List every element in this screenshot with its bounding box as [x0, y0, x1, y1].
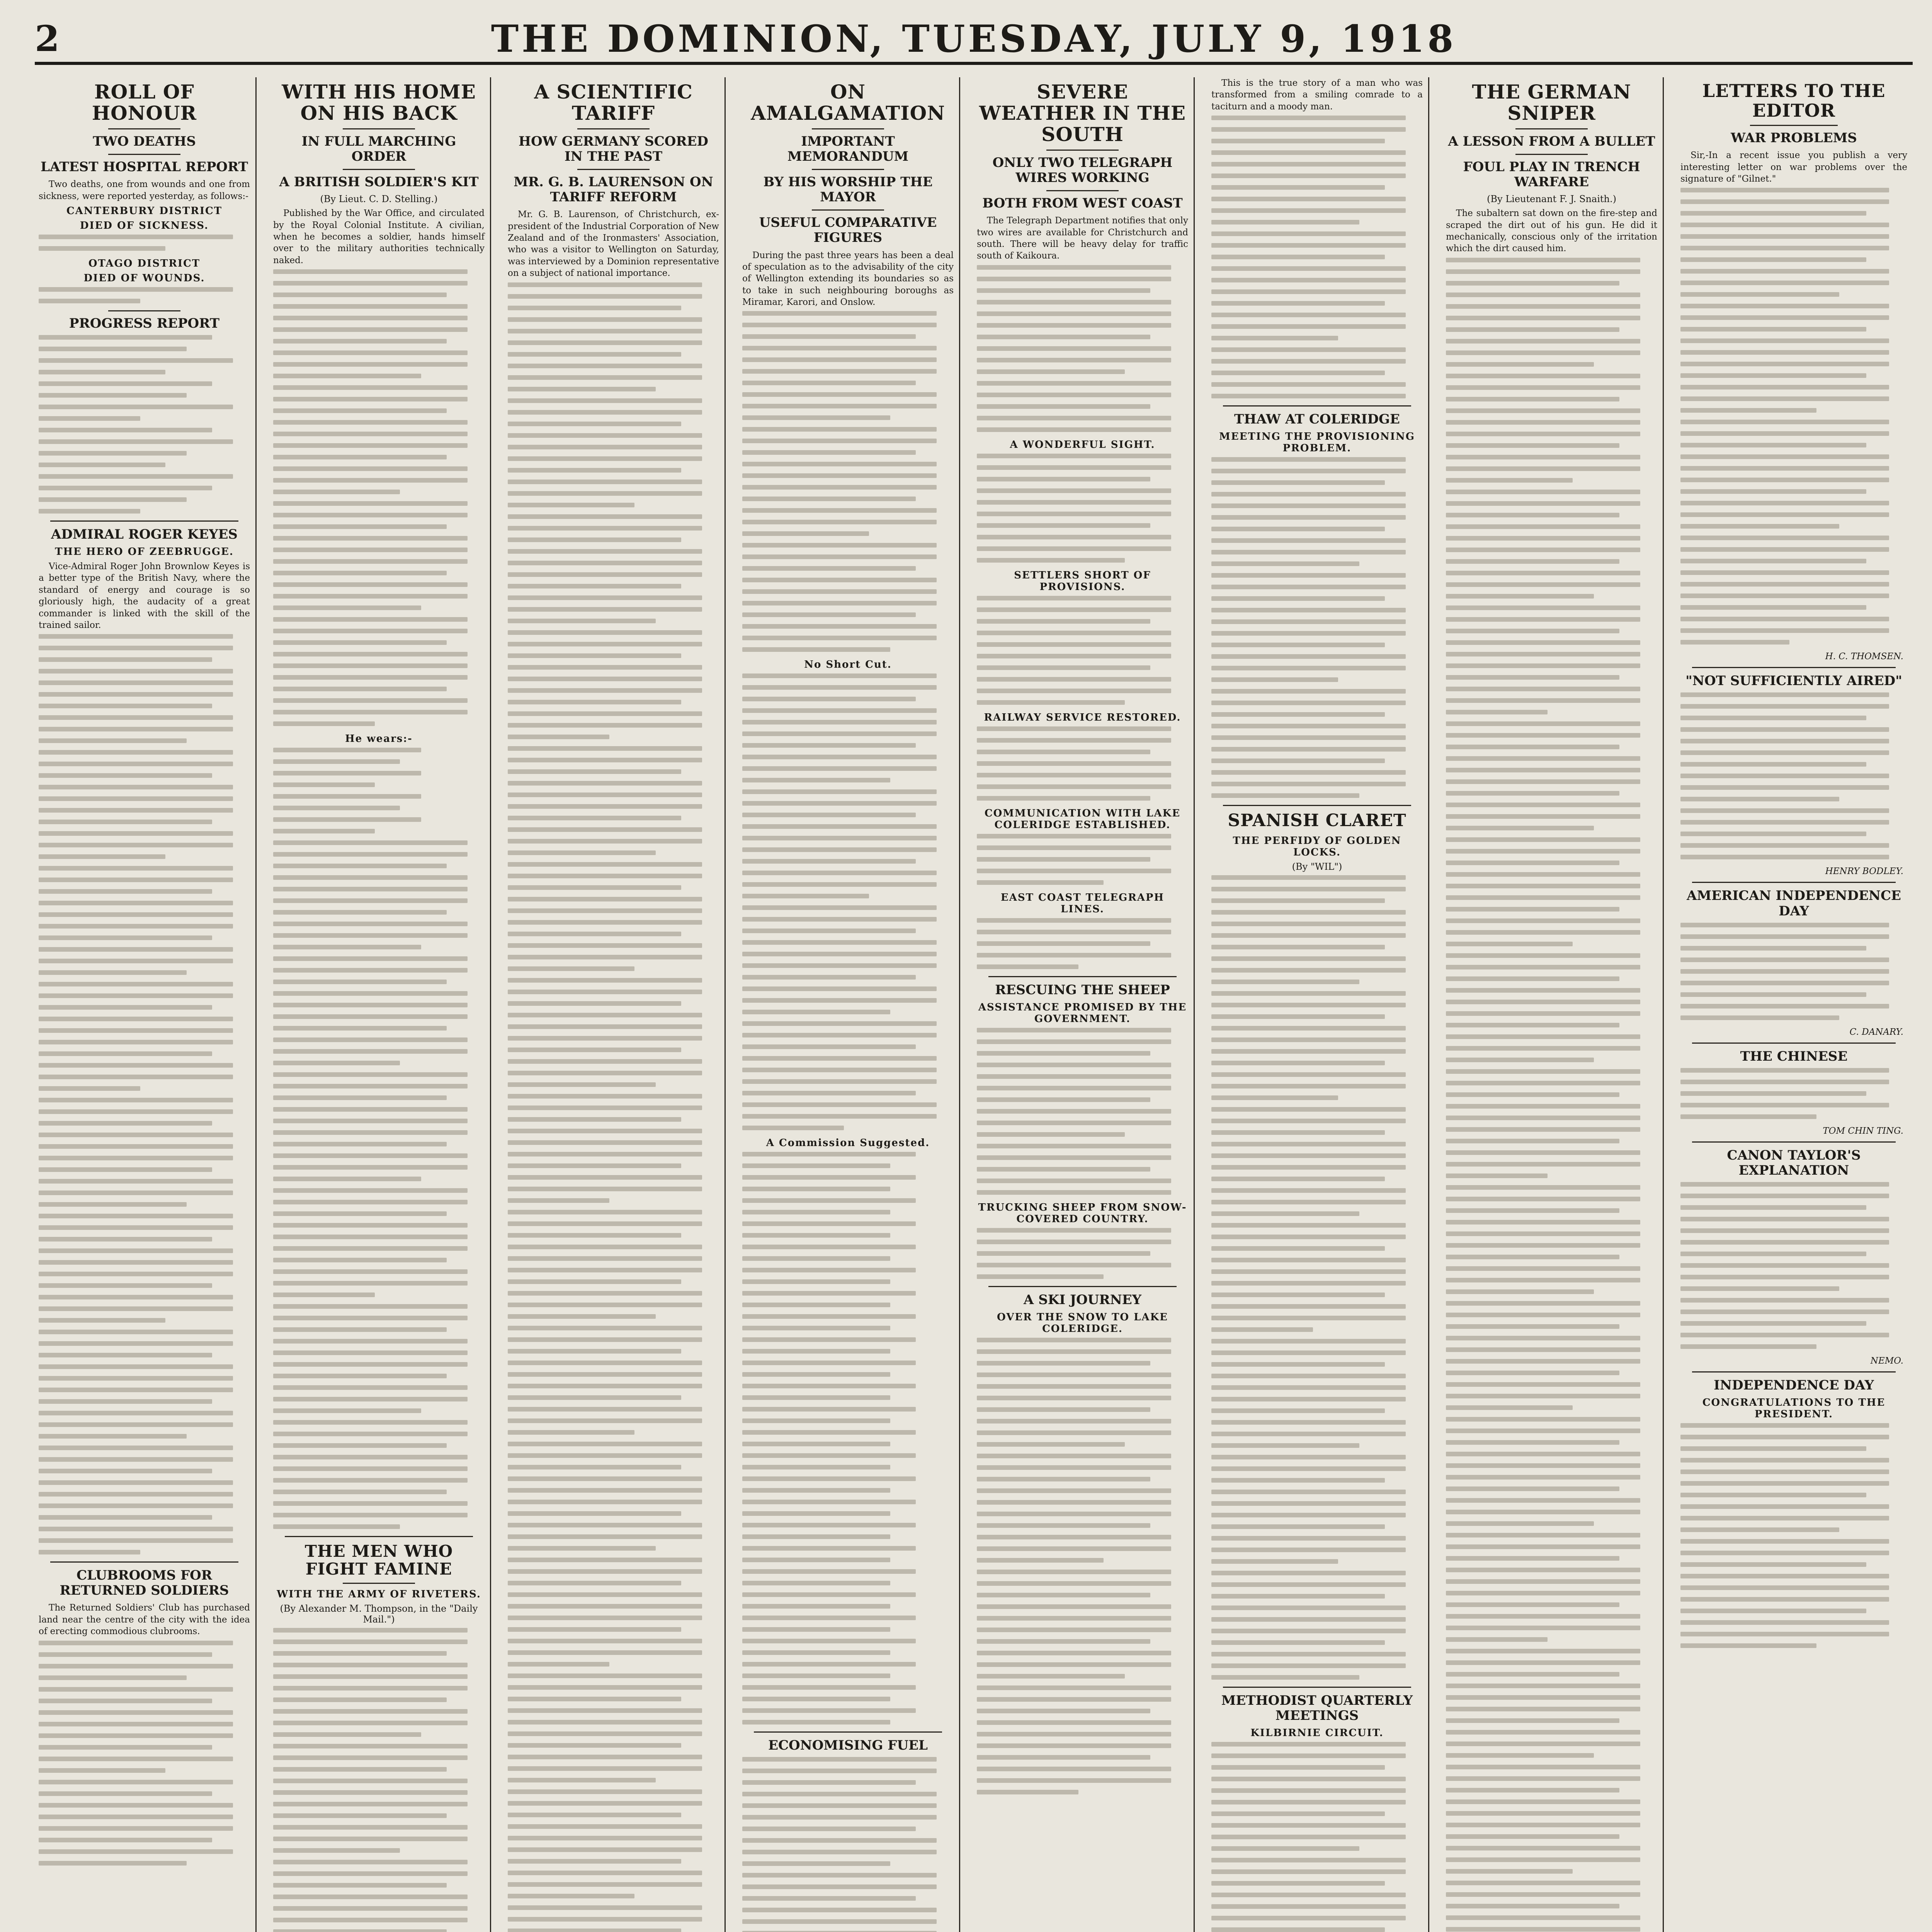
- column-3: [504, 77, 726, 1932]
- column-7: [1442, 77, 1664, 1932]
- divider: [1692, 1141, 1896, 1143]
- rescuing-sheep-subheading: ASSISTANCE PROMISED BY THE GOVERNMENT.: [978, 1001, 1187, 1025]
- lesson-bullet-subheading: A LESSON FROM A BULLET: [1448, 134, 1655, 149]
- kit-list: [273, 748, 485, 833]
- divider: [577, 169, 650, 170]
- two-deaths-subheading: TWO DEATHS: [93, 134, 196, 149]
- rescuing-sheep-heading: RESCUING THE SHEEP: [995, 982, 1170, 998]
- divider: [1223, 405, 1411, 406]
- text-block: [1211, 116, 1423, 398]
- divider: [1692, 1371, 1896, 1372]
- text-block: [39, 335, 250, 514]
- letter-signature: C. DANARY.: [1849, 1027, 1903, 1037]
- byline: (By Alexander M. Thompson, in the "Daily Mail."): [280, 1603, 478, 1625]
- german-sniper-heading: THE GERMAN SNIPER: [1472, 80, 1631, 124]
- text-block: [1211, 875, 1423, 1680]
- divider: [108, 128, 180, 129]
- divider: [1515, 128, 1588, 129]
- congratulations-subheading: CONGRATULATIONS TO THE PRESIDENT.: [1702, 1397, 1886, 1420]
- spanish-claret-heading: SPANISH CLARET: [1228, 811, 1406, 831]
- letter-signature: TOM CHIN TING.: [1823, 1126, 1903, 1136]
- article-text: The Telegraph Department notifies that only two wires are available for Christchurch and south. There will be heavy delay for traffic south of Kaikoura.: [977, 216, 1188, 261]
- divider: [1046, 150, 1119, 151]
- text-block: [39, 1641, 250, 1866]
- letter-signature: HENRY BODLEY.: [1825, 866, 1903, 877]
- divider: [1515, 154, 1588, 155]
- text-block: [39, 235, 250, 251]
- germany-scored-subheading: HOW GERMANY SCORED IN THE PAST: [518, 134, 709, 165]
- wonderful-sight-heading: A WONDERFUL SIGHT.: [1010, 439, 1155, 451]
- kit-list-heading: He wears:-: [345, 733, 413, 745]
- text-block: [977, 1228, 1188, 1279]
- methodist-heading: METHODIST QUARTERLY MEETINGS: [1221, 1692, 1413, 1723]
- statistics-table: [742, 1152, 954, 1725]
- independence-day-heading: INDEPENDENCE DAY: [1714, 1377, 1874, 1393]
- mayor-subheading: BY HIS WORSHIP THE MAYOR: [763, 174, 933, 205]
- district-heading: OTAGO DISTRICT: [88, 257, 201, 269]
- thaw-coleridge-heading: THAW AT COLERIDGE: [1234, 412, 1400, 427]
- divider: [1692, 667, 1896, 668]
- text-block: [1211, 457, 1423, 798]
- keyes-subheading: THE HERO OF ZEEBRUGGE.: [55, 546, 234, 558]
- divider: [988, 1286, 1177, 1287]
- text-block: [977, 834, 1188, 885]
- article-text: Vice-Admiral Roger John Brownlow Keyes is a better type of the British Navy, where the standard of energy and courage is so gloriously high, the audacity of a great commander is linked with the skill of the trained sailor.: [39, 561, 250, 630]
- cause-heading: DIED OF WOUNDS.: [83, 272, 205, 284]
- text-block: [977, 454, 1188, 563]
- columns: [35, 77, 1913, 1932]
- riveters-subheading: WITH THE ARMY OF RIVETERS.: [277, 1588, 481, 1600]
- settlers-heading: SETTLERS SHORT OF PROVISIONS.: [1014, 569, 1151, 593]
- divider: [1750, 125, 1838, 126]
- divider: [343, 1583, 415, 1584]
- text-block: [977, 918, 1188, 969]
- clubrooms-heading: CLUBROOMS FOR RETURNED SOLDIERS: [60, 1568, 229, 1599]
- text-block: [1680, 923, 1907, 1020]
- text-block: [977, 1338, 1188, 1794]
- laurenson-subheading: MR. G. B. LAURENSON ON TARIFF REFORM: [514, 174, 713, 205]
- text-block: [742, 1757, 954, 1932]
- provisioning-subheading: MEETING THE PROVISIONING PROBLEM.: [1219, 431, 1415, 454]
- column-6: [1208, 77, 1429, 1932]
- page-number: 2: [35, 18, 60, 60]
- column-4: [738, 77, 960, 1932]
- divider: [1692, 1043, 1896, 1044]
- text-block: [977, 1028, 1188, 1195]
- divider: [577, 128, 650, 129]
- telegraph-wires-subheading: ONLY TWO TELEGRAPH WIRES WORKING: [992, 155, 1173, 186]
- ski-journey-heading: A SKI JOURNEY: [1024, 1292, 1141, 1308]
- divider: [285, 1536, 473, 1537]
- text-block: [1446, 258, 1657, 1932]
- figures-subheading: USEFUL COMPARATIVE FIGURES: [759, 215, 937, 246]
- canon-taylor-heading: CANON TAYLOR'S EXPLANATION: [1727, 1147, 1861, 1178]
- divider: [812, 209, 884, 211]
- marching-order-subheading: IN FULL MARCHING ORDER: [301, 134, 456, 165]
- golden-locks-subheading: THE PERFIDY OF GOLDEN LOCKS.: [1233, 835, 1401, 858]
- commission-heading: A Commission Suggested.: [766, 1137, 930, 1149]
- west-coast-subheading: BOTH FROM WEST COAST: [982, 196, 1183, 211]
- text-block: [508, 282, 719, 1932]
- no-short-cut-heading: No Short Cut.: [804, 659, 892, 671]
- economising-fuel-heading: ECONOMISING FUEL: [768, 1738, 928, 1753]
- letter-signature: NEMO.: [1870, 1355, 1903, 1366]
- text-block: [977, 265, 1188, 432]
- foul-play-subheading: FOUL PLAY IN TRENCH WARFARE: [1463, 159, 1640, 190]
- text-block: [39, 287, 250, 303]
- text-block: [273, 840, 485, 1529]
- divider: [50, 520, 238, 522]
- divider: [343, 169, 415, 170]
- divider: [108, 154, 180, 155]
- divider: [1223, 1687, 1411, 1688]
- byline: (By Lieut. C. D. Stelling.): [320, 194, 438, 205]
- chinese-heading: THE CHINESE: [1740, 1048, 1848, 1064]
- article-text: Mr. G. B. Laurenson, of Christchurch, ex-president of the Industrial Corporation of New Zealand and of the Ironmasters' Association, who was a visitor to Wellington on Saturday, was interviewed by a Dominion representative on a subject of national importance.: [508, 209, 719, 279]
- district-heading: CANTERBURY DISTRICT: [66, 205, 223, 217]
- column-5: [973, 77, 1195, 1932]
- fight-famine-heading: THE MEN WHO FIGHT FAMINE: [304, 1542, 453, 1579]
- home-on-back-heading: WITH HIS HOME ON HIS BACK: [282, 80, 476, 124]
- article-text: The Returned Soldiers' Club has purchased land near the centre of the city with the idea of erecting commodious clubrooms.: [39, 1603, 250, 1637]
- letter-text: Sir,-In a recent issue you publish a very interesting letter on war problems over the signature of "Gilnet.": [1680, 150, 1907, 184]
- cause-heading: DIED OF SICKNESS.: [80, 219, 209, 231]
- divider: [754, 1731, 942, 1733]
- divider: [988, 976, 1177, 977]
- divider: [1692, 882, 1896, 883]
- text-block: [273, 269, 485, 726]
- text-block: [273, 1628, 485, 1932]
- text-block: [39, 634, 250, 1554]
- column-2: [269, 77, 491, 1932]
- kilbirnie-subheading: KILBIRNIE CIRCUIT.: [1250, 1727, 1384, 1739]
- communication-heading: COMMUNICATION WITH LAKE COLERIDGE ESTABLISHED.: [984, 807, 1181, 831]
- article-text: During the past three years has been a deal of speculation as to the advisability of the city of Wellington extending its boundaries so as to take in such neighbouring boroughs as Miramar, Karori, and Onslow.: [742, 250, 954, 307]
- divider: [50, 1561, 238, 1563]
- byline: (By "WIL"): [1292, 861, 1342, 872]
- text-block: [977, 596, 1188, 705]
- divider: [1046, 190, 1119, 191]
- article-text: The subaltern sat down on the fire-step and scraped the dirt out of his gun. He did it mechanically, conscious only of the irritation which the dirt caused him.: [1446, 208, 1657, 254]
- text-block: [1680, 1068, 1907, 1119]
- scientific-tariff-heading: A SCIENTIFIC TARIFF: [534, 80, 693, 124]
- divider: [812, 169, 884, 170]
- progress-report-heading: PROGRESS REPORT: [69, 315, 220, 331]
- letter-signature: H. C. THOMSEN.: [1825, 651, 1903, 662]
- divider: [343, 128, 415, 129]
- text-block: [1680, 1182, 1907, 1349]
- divider: [1223, 805, 1411, 806]
- article-text: Published by the War Office, and circulated by the Royal Colonial Institute. A civilian, when he becomes a soldier, hands himself over to the military authorities technically naked.: [273, 208, 485, 265]
- american-independence-heading: AMERICAN INDEPENDENCE DAY: [1687, 888, 1901, 919]
- text-block: [1211, 1742, 1423, 1932]
- letters-heading: LETTERS TO THE EDITOR: [1702, 80, 1886, 121]
- byline: (By Lieutenant F. J. Snaith.): [1487, 194, 1616, 205]
- memorandum-subheading: IMPORTANT MEMORANDUM: [787, 134, 909, 165]
- column-8: [1677, 77, 1913, 1932]
- column-1: [35, 77, 257, 1932]
- newspaper-title: THE DOMINION, TUESDAY, JULY 9, 1918: [491, 17, 1457, 61]
- article-text: Two deaths, one from wounds and one from sickness, were reported yesterday, as follows:-: [39, 179, 250, 201]
- hospital-report-subheading: LATEST HOSPITAL REPORT: [41, 159, 248, 175]
- masthead: [35, 15, 1913, 65]
- trucking-sheep-heading: TRUCKING SHEEP FROM SNOW-COVERED COUNTRY.: [978, 1201, 1187, 1225]
- text-block: [977, 726, 1188, 801]
- text-block: [742, 311, 954, 652]
- severe-weather-heading: SEVERE WEATHER IN THE SOUTH: [979, 80, 1186, 146]
- text-block: [1680, 188, 1907, 645]
- railway-heading: RAILWAY SERVICE RESTORED.: [984, 711, 1181, 723]
- admiral-keyes-heading: ADMIRAL ROGER KEYES: [51, 527, 238, 542]
- war-problems-heading: WAR PROBLEMS: [1731, 130, 1857, 146]
- divider: [108, 310, 180, 311]
- east-coast-heading: EAST COAST TELEGRAPH LINES.: [1000, 891, 1165, 915]
- divider: [812, 128, 884, 129]
- roll-of-honour-heading: ROLL OF HONOUR: [92, 80, 197, 124]
- text-block: [1680, 1423, 1907, 1648]
- ski-journey-subheading: OVER THE SNOW TO LAKE COLERIDGE.: [997, 1311, 1168, 1335]
- not-aired-heading: "NOT SUFFICIENTLY AIRED": [1685, 673, 1902, 689]
- soldier-kit-subheading: A BRITISH SOLDIER'S KIT: [279, 174, 479, 190]
- article-text: This is the true story of a man who was transformed from a smiling comrade to a taciturn and a moody man.: [1211, 78, 1423, 112]
- text-block: [1680, 692, 1907, 859]
- amalgamation-heading: ON AMALGAMATION: [751, 80, 945, 124]
- text-block: [742, 673, 954, 1130]
